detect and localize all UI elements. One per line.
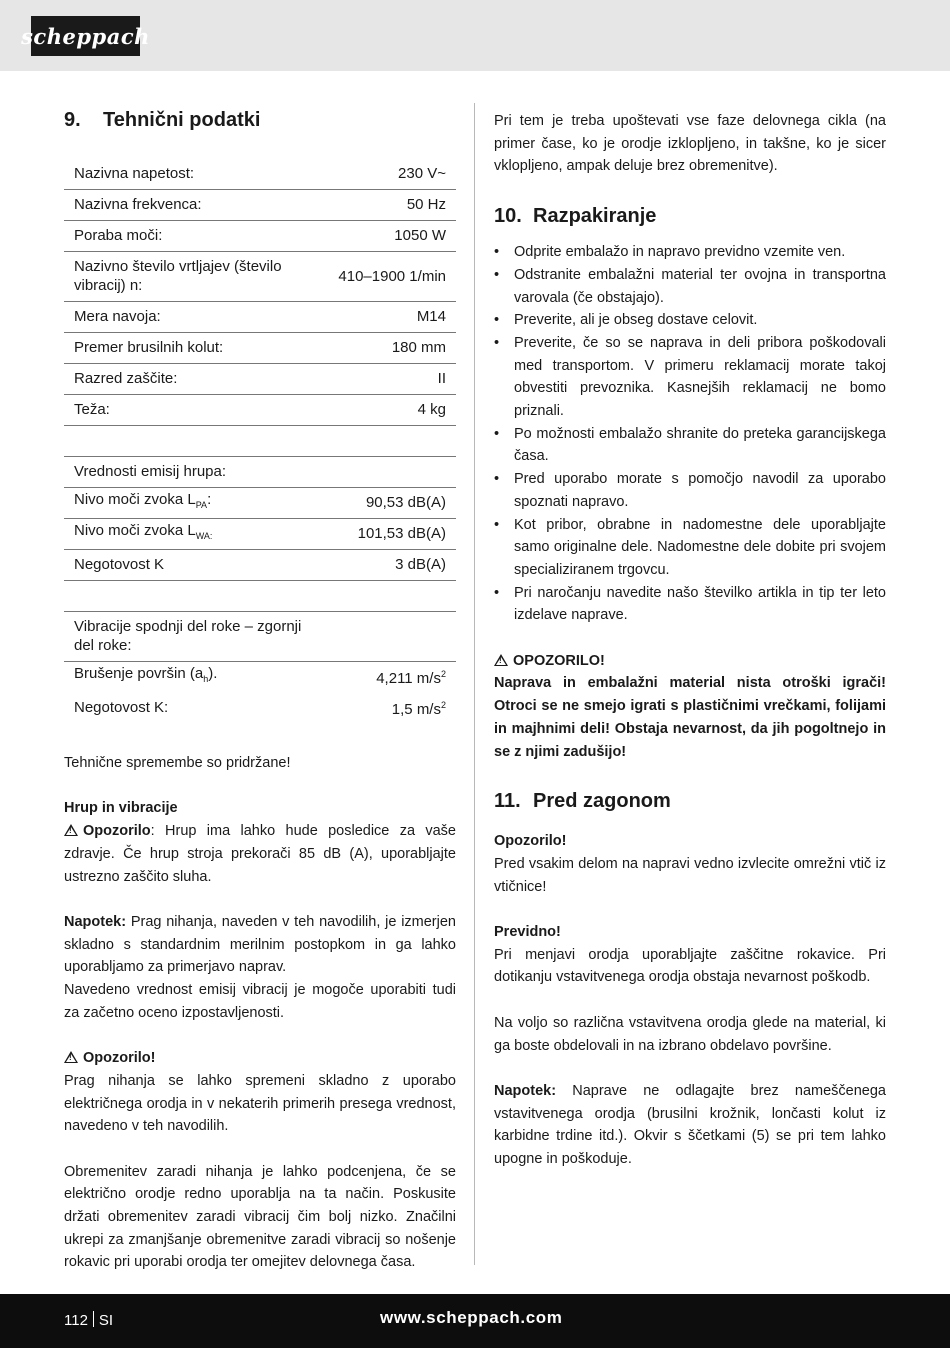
table-row (64, 220, 456, 251)
right-column (494, 104, 886, 1171)
table-row (64, 661, 456, 692)
caution-title: Previdno! (494, 924, 561, 941)
startup-warning-title: Opozorilo! (494, 833, 567, 850)
spec-value: M14 (324, 301, 456, 332)
startup-note-paragraph: Napotek: Naprave ne odlagajte brez nameščenega vstavitvenega orodja (brusilni krožnik, lončasti kolut iz karbidne trdine itd.). Okvir s ščetkami (5) se pri tem lahko upogne in poškoduje. (494, 1082, 886, 1168)
website-link[interactable]: www.scheppach.com (380, 1308, 563, 1327)
table-row (64, 251, 456, 301)
table-row (64, 692, 456, 723)
spec-label: Nivo moči zvoka $L_{PA}$: (64, 487, 324, 518)
note-paragraph-2: Navedeno vrednost emisij vibracij je mogoče uporabiti tudi za začetno oceno izpostavljenosti. (64, 982, 456, 1021)
startup-warning-text: Pred vsakim delom na napravi vedno izvlecite omrežni vtič iz vtičnice! (494, 855, 886, 895)
list-item: • Preverite, če so se naprava in deli pribora poškodovali med transportom. V primeru reklamacij morate takoj obvestiti prevoznika. Kasnejših reklamacij ne bomo priznali. (494, 332, 886, 423)
noise-heading: Vrednosti emisij hrupa: (64, 456, 456, 487)
section-number: 10. (494, 204, 522, 227)
section-number: 11. (494, 789, 521, 812)
brand-logo (21, 16, 150, 56)
list-item: • Preverite, ali je obseg dostave celovit. (494, 309, 886, 332)
list-item: • Pred uporabo morate s pomočjo navodil za uporabo spoznati napravo. (494, 468, 886, 513)
unpacking-warning-text: Naprava in embalažni material nista otroški igrači! Otroci se ne smejo igrati s plastičnimi vrečkami, folijami in majhnimi deli! Obstaja nevarnost, da jih pogoltnejo in se z njimi zadušijo! (494, 675, 886, 760)
warning-icon (494, 654, 508, 666)
section-number: 9. (64, 108, 81, 131)
spec-label: Teža: (64, 394, 324, 425)
table-row (64, 487, 456, 518)
noise-vibration-title: Hrup in vibracije (64, 800, 178, 817)
spec-value: II (324, 363, 456, 394)
warning-icon (64, 824, 78, 836)
vibration-warning-title: !Opozorilo! (64, 1047, 456, 1070)
spec-label: Poraba moči: (64, 220, 324, 251)
spec-value: 1,5 $m/s^2$ (391, 700, 446, 718)
table-row-empty (64, 580, 456, 611)
list-item: • Po možnosti embalažo shranite do preteka garancijskega časa. (494, 423, 886, 468)
page-number: 112 SI (64, 1312, 114, 1329)
column-divider (474, 103, 475, 1265)
caution-text: Pri menjavi orodja uporabljajte zaščitne rokavice. Pri dotikanju vstavitvenega orodja obstaja nevarnost poškodb. (494, 946, 886, 986)
unpacking-list (494, 241, 886, 627)
table-row (64, 363, 456, 394)
section-9-heading (64, 104, 456, 136)
table-row (64, 301, 456, 332)
spec-value: 50 Hz (324, 189, 456, 220)
table-row (64, 394, 456, 425)
spec-label: Nazivna napetost: (64, 158, 324, 189)
spec-value: 4,211 $m/s^2$ (376, 669, 446, 688)
warning-icon (64, 1051, 78, 1063)
spec-label: Nazivna frekvenca: (64, 189, 324, 220)
table-row (64, 456, 456, 487)
table-row (64, 611, 456, 661)
vibration-warning-text: Prag nihanja se lahko spremeni skladno z uporabo električnega orodja in v nekaterih primerih presega vrednost, navedeno v teh navodilih. (64, 1072, 456, 1135)
intro-paragraph: Pri tem je treba upoštevati vse faze delovnega cikla (na primer čase, ko je orodje izklopljeno, in takšne, ko je sicer vklopljeno, ampak deluje brez obremenitve). (494, 113, 886, 175)
left-column (64, 104, 456, 1274)
section-10-heading (494, 200, 886, 232)
table-row (64, 158, 456, 189)
spec-label: Nazivno število vrtljajev (število vibracij) n: (64, 251, 324, 301)
section-title: Pred zagonom (533, 789, 671, 812)
section-title: Razpakiranje (533, 204, 657, 227)
spec-label: Nivo moči zvoka $L_{WA:}$ (64, 518, 324, 549)
table-row (64, 332, 456, 363)
spec-value: 90,53 dB(A) (324, 487, 456, 518)
tools-paragraph: Na voljo so različna vstavitvena orodja glede na material, ki ga boste obdelovali in na izbrano obdelavo površine. (494, 1014, 886, 1054)
spec-table (64, 158, 456, 723)
spec-label: Premer brusilnih kolut: (64, 332, 324, 363)
spec-value: 101,53 dB(A) (324, 518, 456, 549)
table-row (64, 518, 456, 549)
list-item: • Kot pribor, obrabne in nadomestne dele uporabljajte samo originalne dele. Nadomestne dele dobite pri svojem specializiranem trgovcu. (494, 514, 886, 582)
spec-label: Brušenje površin $(a_h)$. (74, 665, 218, 685)
list-item: • Pri naročanju navedite našo številko artikla in tip ter leto izdelave naprave. (494, 582, 886, 627)
section-11-heading (494, 785, 886, 817)
footer-bar (0, 1294, 950, 1348)
header-bar (0, 0, 950, 71)
spec-value: 3 dB(A) (324, 549, 456, 580)
section-title: Tehnični podatki (103, 108, 261, 131)
table-row (64, 549, 456, 580)
spec-value: 1050 W (324, 220, 456, 251)
vibration-heading: Vibracije spodnji del roke – zgornji del roke: (64, 611, 324, 661)
noise-warning-paragraph: !Opozorilo: Hrup ima lahko hude posledice za vaše zdravje. Če hrup stroja prekorači 85 dB (A), uporabljajte ustrezno zaščito sluha. (64, 820, 456, 888)
spec-label: Negotovost K: (74, 699, 169, 716)
unpacking-warning-title: !OPOZORILO! (494, 650, 886, 673)
list-item: • Odprite embalažo in napravo previdno vzemite ven. (494, 241, 886, 264)
table-row-empty (64, 425, 456, 456)
note-paragraph: Napotek: Prag nihanja, naveden v teh navodilih, je izmerjen skladno s standardnim merilnim postopkom in ga lahko uporabljamo za primerjavo naprav. (64, 913, 456, 976)
list-item: • Odstranite embalažni material ter ovojna in transportna varovala (če obstajajo). (494, 264, 886, 309)
spec-value: 230 V~ (324, 158, 456, 189)
spec-value: 410–1900 1/min (324, 251, 456, 301)
table-row (64, 189, 456, 220)
spec-value: 180 mm (324, 332, 456, 363)
spec-value: 4 kg (324, 394, 456, 425)
spec-label: Mera navoja: (64, 301, 324, 332)
spec-label: Negotovost K (64, 549, 324, 580)
load-paragraph: Obremenitev zaradi nihanja je lahko podcenjena, če se električno orodje redno uporablja na ta način. Poskusite držati obremenitev zaradi vibracij čim bolj nizko. Značilni ukrepi za zmanjšanje obremenitve zaradi vibracij so nošenje rokavic pri uporabi orodja ter omejitev delovnega časa. (64, 1163, 456, 1271)
spec-label: Razred zaščite: (64, 363, 324, 394)
brand-logo-text: scheppach (21, 23, 150, 49)
changes-note: Tehnične spremembe so pridržane! (64, 755, 291, 771)
